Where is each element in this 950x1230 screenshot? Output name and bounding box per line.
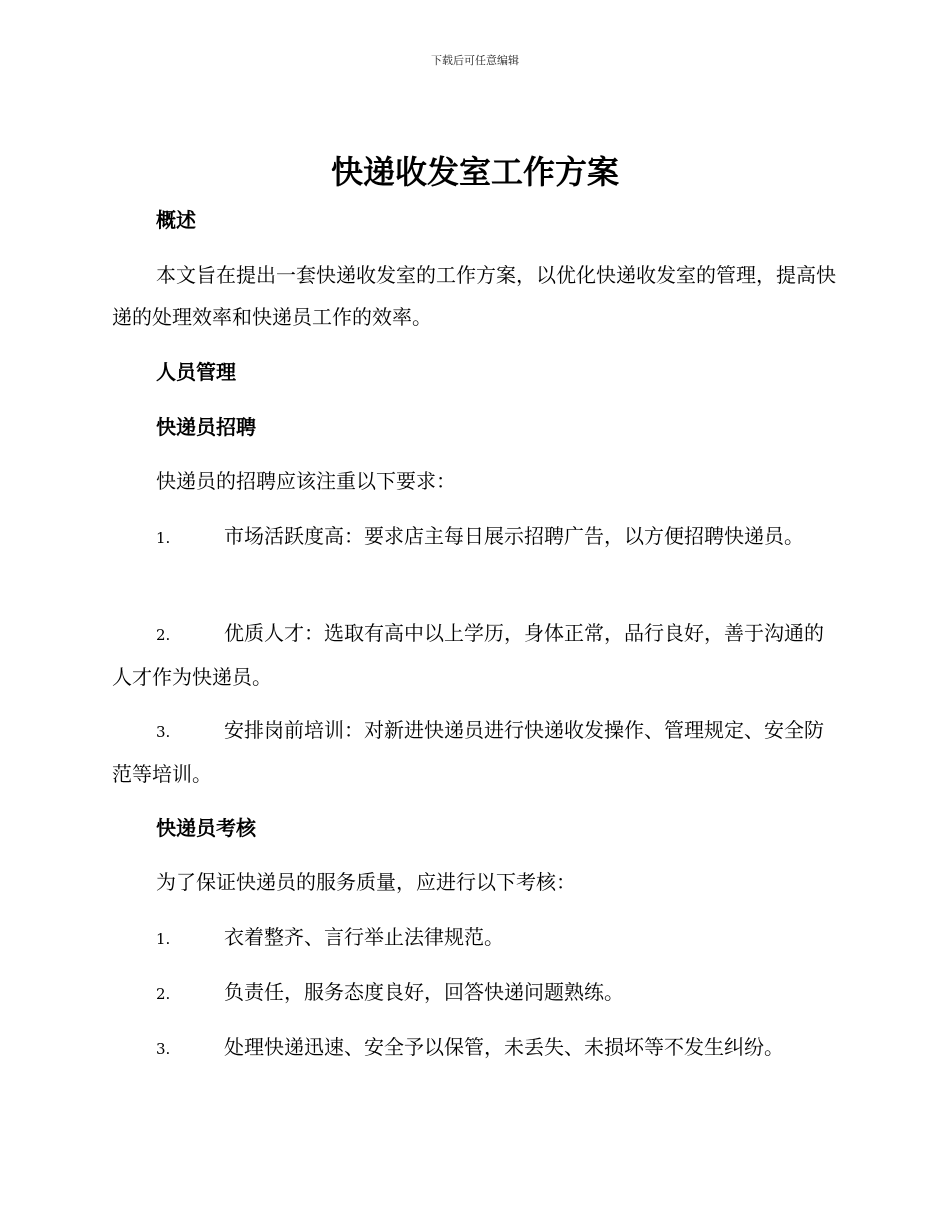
list-number: 3.	[156, 1040, 171, 1058]
document-title: 快递收发室工作方案	[330, 153, 619, 191]
list-item-text: 处理快递迅速、安全予以保管，未丢失、未损坏等不发生纠纷。	[224, 1035, 784, 1059]
overview-paragraph: 本文旨在提出一套快递收发室的工作方案，以优化快递收发室的管理，提高快递的处理效率和快递员工作的效率。	[112, 263, 836, 329]
list-item-text: 负责任，服务态度良好，回答快递问题熟练。	[224, 980, 624, 1004]
staff-management-heading: 人员管理	[156, 360, 236, 384]
list-item-text: 市场活跃度高：要求店主每日展示招聘广告，以方便招聘快递员。	[224, 524, 804, 548]
assess-heading: 快递员考核	[156, 816, 256, 840]
recruit-heading: 快递员招聘	[156, 415, 256, 439]
recruit-item-2	[112, 612, 842, 698]
overview-heading: 概述	[156, 208, 196, 232]
list-item-text: 安排岗前培训：对新进快递员进行快递收发操作、管理规定、安全防范等培训。	[112, 718, 824, 786]
recruit-item-3	[112, 709, 842, 795]
list-number: 1.	[156, 529, 171, 547]
assess-intro: 为了保证快递员的服务质量，应进行以下考核：	[156, 870, 576, 894]
list-number: 2.	[156, 626, 171, 644]
list-number: 1.	[156, 930, 171, 948]
list-item-text: 衣着整齐、言行举止法律规范。	[224, 925, 504, 949]
assess-item-2	[112, 971, 842, 1015]
list-number: 2.	[156, 985, 171, 1003]
list-item-text: 优质人才：选取有高中以上学历，身体正常，品行良好，善于沟通的人才作为快递员。	[112, 621, 824, 689]
header-note: 下载后可任意编辑	[431, 54, 519, 67]
assess-item-3	[112, 1026, 842, 1070]
recruit-item-1	[112, 515, 842, 559]
assess-item-1	[112, 916, 842, 960]
list-number: 3.	[156, 723, 171, 741]
recruit-intro: 快递员的招聘应该注重以下要求：	[156, 469, 456, 493]
